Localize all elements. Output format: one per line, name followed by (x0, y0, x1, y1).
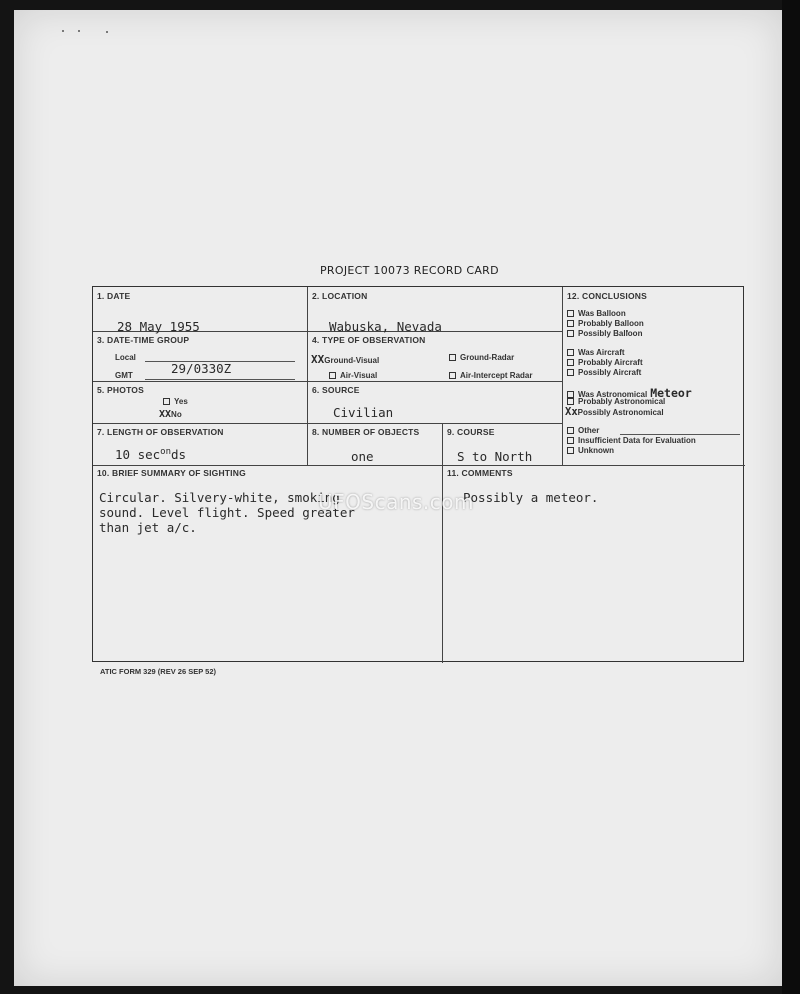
local-label: Local (115, 353, 136, 362)
gmt-value: 29/0330Z (171, 361, 232, 376)
speck (106, 31, 108, 33)
conclusion-item (567, 348, 625, 357)
ground-visual-mark: XX (311, 353, 325, 366)
course-value: S to North (457, 449, 533, 464)
ground-radar-text: Ground-Radar (460, 353, 515, 362)
form-number: ATIC FORM 329 (REV 26 SEP 52) (100, 667, 217, 676)
location-label: 2. LOCATION (312, 291, 368, 301)
checkbox-icon (567, 349, 574, 356)
location-value: Wabuska, Nevada (329, 319, 442, 334)
comments-label: 11. COMMENTS (447, 468, 513, 478)
photos-no-mark: XX (159, 409, 172, 420)
ground-visual-option (311, 353, 379, 366)
speck (78, 30, 80, 32)
meteor-note: Meteor (650, 386, 692, 400)
conclusion-item (567, 397, 665, 406)
conclusions-label: 12. CONCLUSIONS (567, 291, 647, 301)
date-value: 28 May 1955 (117, 319, 200, 334)
checkbox-icon (567, 427, 574, 434)
checkbox-icon (329, 372, 336, 379)
length-value (115, 447, 186, 462)
divider (562, 287, 563, 465)
divider (93, 465, 745, 466)
conclusion-item (567, 329, 642, 338)
checkbox-icon (449, 354, 456, 361)
photos-yes-text: Yes (174, 397, 188, 406)
summary-line: sound. Level flight. Speed greater (99, 505, 355, 520)
date-label: 1. DATE (97, 291, 131, 301)
source-value: Civilian (333, 405, 394, 420)
ground-radar-option (449, 353, 514, 362)
num-objects-value: one (351, 449, 374, 464)
watermark: UFOScans.com (318, 490, 474, 514)
conclusion-item (567, 426, 599, 435)
checkbox-icon (449, 372, 456, 379)
divider (442, 423, 443, 663)
photos-no-option (159, 409, 182, 420)
air-intercept-text: Air-Intercept Radar (460, 371, 533, 380)
conclusion-text: Possibly Balloon (578, 329, 643, 338)
conclusion-text: Probably Aircraft (578, 358, 643, 367)
gmt-line (145, 379, 295, 380)
ground-visual-text: Ground-Visual (324, 356, 380, 365)
air-intercept-option (449, 371, 532, 380)
photos-label: 5. PHOTOS (97, 385, 144, 395)
comments-value: Possibly a meteor. (463, 490, 599, 505)
conclusion-text: Was Balloon (578, 309, 626, 318)
conclusion-text: Possibly Aircraft (578, 368, 642, 377)
conclusion-item (567, 319, 644, 328)
checkbox-icon (567, 398, 574, 405)
divider (93, 423, 562, 424)
conclusion-text: Probably Balloon (578, 319, 644, 328)
conclusion-text: Unknown (578, 446, 614, 455)
summary-line: Circular. Silvery-white, smoking (99, 490, 340, 505)
checkbox-icon (567, 330, 574, 337)
conclusion-text: Was Astronomical (578, 390, 648, 399)
conclusion-item (567, 446, 614, 455)
checkbox-icon (567, 369, 574, 376)
num-objects-label: 8. NUMBER OF OBJECTS (312, 427, 420, 437)
conclusion-text: Other (578, 426, 600, 435)
photos-no-text: No (171, 410, 182, 419)
course-label: 9. COURSE (447, 427, 495, 437)
conclusion-item (567, 358, 643, 367)
checkbox-icon (567, 310, 574, 317)
conclusion-item (567, 436, 696, 445)
checkbox-icon (163, 398, 170, 405)
possibly-astro-mark: Xx (565, 406, 578, 418)
checkbox-icon (567, 320, 574, 327)
checkbox-icon (567, 447, 574, 454)
air-visual-text: Air-Visual (340, 371, 378, 380)
conclusion-text: Insufficient Data for Evaluation (578, 436, 696, 445)
gmt-label: GMT (115, 371, 133, 380)
record-card (92, 286, 744, 662)
length-label: 7. LENGTH OF OBSERVATION (97, 427, 224, 437)
conclusion-text: Probably Astronomical (578, 397, 666, 406)
conclusion-item-selected (565, 406, 664, 418)
source-label: 6. SOURCE (312, 385, 360, 395)
conclusion-text: Was Aircraft (578, 348, 625, 357)
divider (307, 423, 308, 465)
checkbox-icon (567, 437, 574, 444)
conclusion-item (567, 309, 626, 318)
observation-type-label: 4. TYPE OF OBSERVATION (312, 335, 426, 345)
speck (62, 30, 64, 32)
card-title: PROJECT 10073 RECORD CARD (320, 264, 499, 277)
air-visual-option (329, 371, 377, 380)
scan-edge (782, 0, 800, 994)
summary-label: 10. BRIEF SUMMARY OF SIGHTING (97, 468, 246, 478)
other-line (620, 434, 740, 435)
photos-yes-option (163, 397, 188, 406)
checkbox-icon (567, 359, 574, 366)
length-value-superscript: on (160, 447, 171, 457)
summary-line: than jet a/c. (99, 520, 197, 535)
dtg-label: 3. DATE-TIME GROUP (97, 335, 190, 345)
conclusion-text: Possibly Astronomical (577, 408, 664, 417)
divider (93, 381, 562, 382)
length-value-start: 10 sec (115, 447, 161, 463)
conclusion-item (567, 368, 641, 377)
length-value-end: ds (171, 447, 187, 463)
